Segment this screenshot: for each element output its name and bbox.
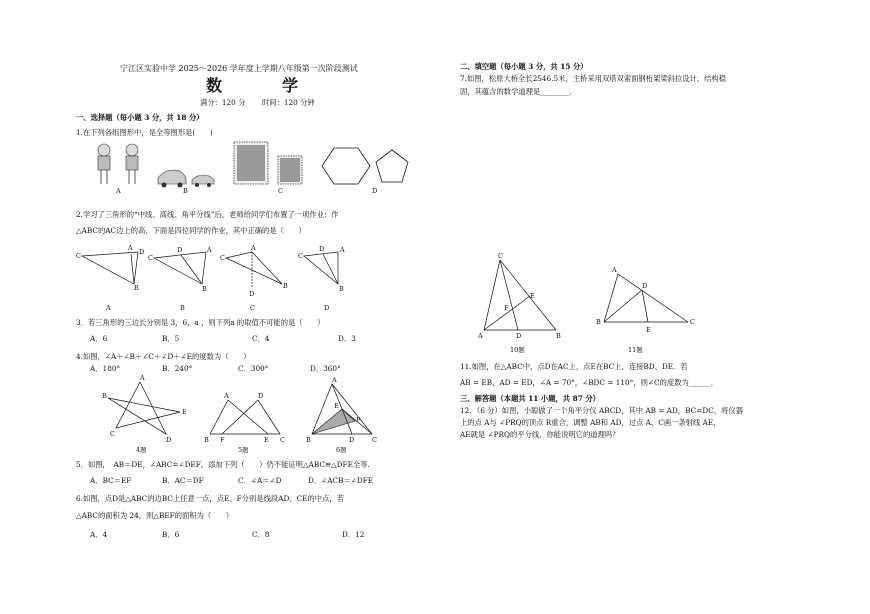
q1-label-d: D [372,187,378,195]
q4-label-c: C [110,430,115,438]
q6-label-f: F [356,416,361,424]
q2-stem-line1: 2.学习了三角形的“中线、高线、角平分线”后，老师给同学们布置了一项作业：作 [76,210,339,219]
q2-fig-d-label-d: D [319,245,325,253]
q11-label-d: D [642,282,648,290]
q5-label-b: B [204,436,209,444]
q1-label-a: A [116,187,121,195]
q2-fig-b-label-a: A [207,246,212,254]
q6-label-e: E [334,402,339,410]
q11-label-c: C [690,318,695,326]
q10-label-c: C [498,252,503,260]
q7-line1: 7.如图，松原大桥全长2546.5米，主桥采用双塔双索面钢桁架梁斜拉设计，结构稳 [460,74,726,83]
q5-label-d: D [258,392,264,400]
q2-fig-b-label-b: B [202,285,207,293]
q3-option-c: C．4 [252,334,270,343]
rooster-stamp-icon [234,142,302,184]
q10-label-a: A [478,332,483,340]
q12-line2: 上的点 A与 ∠PRQ的顶点 R重合，调整 AB和 AD，过点 A、C画一条射线 AE， [460,418,721,427]
q6-label-c: C [372,436,377,444]
q2-fig-d-label-a: A [340,246,345,254]
q2-fig-b-label-c: C [148,254,153,262]
exam-title: 宁江区实验中学 2025～2026 学年度上学期八年级第一次阶段测试 [120,64,358,73]
subject-title: 数 学 [206,76,321,95]
q4-label-b: B [102,392,107,400]
q6-label-d: D [349,436,355,444]
q2-fig-d-label-c: C [298,252,303,260]
q5-option-c: C．∠A＝∠D [238,476,282,485]
q5-label-f: F [220,436,225,444]
q1-figures [94,140,414,195]
q2-fig-a-label-b: B [134,284,139,292]
q4-option-d: D．360° [310,364,341,373]
q2-fig-c-label-d: D [249,290,255,298]
q2-option-c: C [250,304,255,312]
q3-option-a: A．6 [90,334,108,343]
q6-figure [306,376,377,444]
kids-cartoon-icon [98,144,138,184]
q6-stem-line2: △ABC的面积为 24，则△BEF的面积为（ ） [76,511,234,520]
q1-label-b: B [183,187,188,195]
q10-label-e: E [530,292,535,300]
q5-label-e: E [264,436,269,444]
q1-stem: 1.在下列各组图形中，是全等图形是( ) [76,128,213,137]
q6-stem-line1: 6.如图，点D是△ABC的边BC上任意一点，点E、F分别是线段AD、CE的中点，若 [76,494,344,503]
q6-label-b: B [306,436,311,444]
q7-line2: 固，其蕴含的数学道理是________． [460,87,577,96]
q2-fig-b-label-d: D [177,246,183,254]
q3-option-b: B．5 [162,334,180,343]
q11-fig-caption: 11题 [628,346,643,354]
q12-line1: 12．（6 分）如图，小聪做了一个角平分仪 ABCD，其中 AB = AD，BC=DC，将仪器 [460,406,743,415]
q11-label-a: A [612,266,617,274]
pentagon-shape [376,150,408,182]
q5-option-b: B．AC＝DF [162,476,204,485]
q6-fig-caption: 6题 [336,446,347,454]
q2-fig-a-label-a: A [128,244,133,252]
q4-option-b: B．240° [162,364,193,373]
q1-label-c: C [278,187,283,195]
q2-stem-line2: △ABC的AC边上的高．下面是四位同学的作业，其中正确的是（ ） [76,226,306,235]
q5-stem: 5．如图， AB＝DE，∠ABC=∠DEF，添加下列（ ）仍不能证明△ABC≌△DFE全等. [76,460,370,469]
section1-heading: 一、选择题（每小题 3 分，共 18 分） [76,113,204,122]
q4-label-a: A [140,374,145,382]
q4-star-figure [102,374,187,444]
q11-figure [596,266,695,334]
q12-line3: AE就是 ∠PRQ的平分线．你能说明它的道理吗？ [460,430,620,439]
q5-option-d: D．∠ACB＝∠DFE [308,476,374,485]
section3-heading: 三、解答题（本题共 11 小题，共 87 分） [460,394,600,403]
q4-stem: 4.如图，∠A＋∠B＋∠C＋∠D＋∠E的度数为（ ） [76,352,251,361]
q6-option-d: D．12 [342,530,365,539]
q11-line2: AB = EB，AD = ED，∠A = 70°，∠BDC = 110°，则∠C的度数为______． [460,378,718,387]
q4-option-a: A．180° [90,364,121,373]
q2-option-b: B [180,304,185,312]
q2-fig-a-label-d: D [139,248,145,256]
q2-option-d: D [324,304,330,312]
q11-line1: 11.如图，在△ABC中，点D在AC上，点E在BC上，连接BD、DE．若 [460,362,688,371]
q10-fig-caption: 10题 [510,346,525,354]
q2-fig-c-label-c: C [220,254,225,262]
full-score: 满分：120 分 [200,98,246,107]
q2-figures [76,244,376,314]
q3-option-d: D．3 [338,334,356,343]
q10-label-d: D [516,332,522,340]
q4-q5-q6-figures [100,376,400,454]
q11-label-e: E [646,326,651,334]
q5-figure [204,392,285,444]
q2-fig-d-label-b: B [339,285,344,293]
q10-q11-figures [478,254,738,354]
q6-option-b: B．6 [162,530,180,539]
hexagon-shape [322,148,370,184]
q2-option-a: A [106,304,111,312]
q6-option-c: C．8 [252,530,270,539]
q10-figure [477,252,561,340]
q5-option-a: A．BC＝EF [90,476,132,485]
q6-option-a: A．4 [90,530,108,539]
q4-option-c: C．300° [238,364,269,373]
time-limit: 时间：120 分钟 [262,98,315,107]
q2-fig-c-label-b: B [283,282,288,290]
cars-icon [158,170,214,188]
q6-label-a: A [332,376,337,384]
q4-fig-caption: 4题 [136,446,147,454]
q10-label-b: B [556,332,561,340]
section2-heading: 二、填空题（每小题 3 分，共 15 分） [460,62,588,71]
q5-label-a: A [224,392,229,400]
q4-label-d: D [166,436,172,444]
q2-fig-a-label-c: C [76,252,81,260]
q4-label-e: E [182,408,187,416]
q10-label-f: F [504,304,509,312]
q5-label-c: C [280,436,285,444]
q2-fig-c-label-a: A [251,244,256,252]
q11-label-b: B [596,318,601,326]
q3-stem: 3．若三角形的三边长分别是 3，6，a ，则下列a 的取值不可能的是（ ） [76,318,325,327]
q5-fig-caption: 5题 [238,446,249,454]
